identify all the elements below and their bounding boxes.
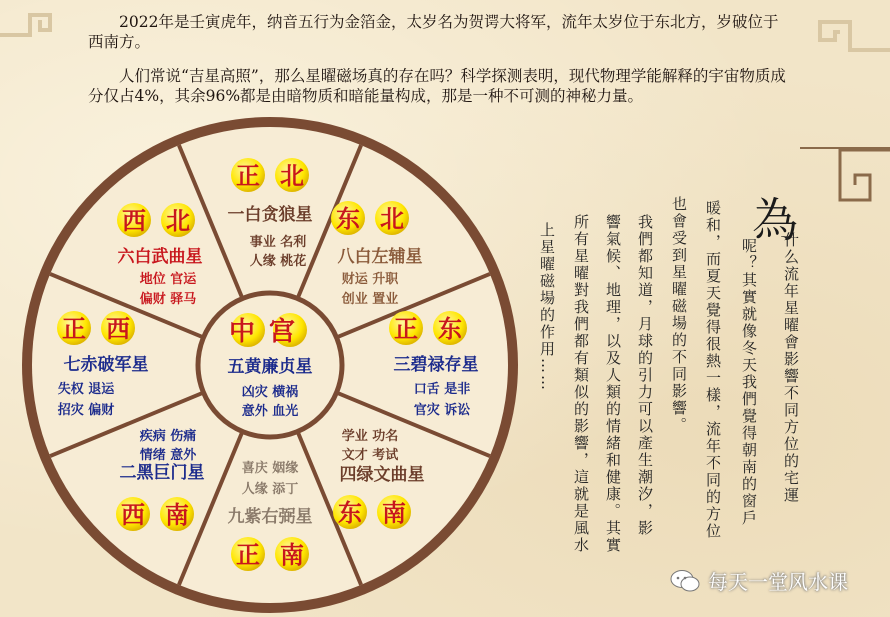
intro-paragraph-2: 人们常说“吉星高照”，那么星曜磁场真的存在吗？科学探测表明，现代物理学能解释的宇宙物质成分仅占4%，其余96%都是由暗物质和暗能量构成，那是一种不可测的神秘力量。	[88, 67, 786, 105]
sector-line2: 招灾 偏财	[57, 403, 115, 418]
vertical-text-column: 所有星曜對我們都有類似的影響，這就是風水	[572, 214, 590, 554]
sector-line1: 地位 官运	[139, 272, 197, 287]
sector-star-name: 八白左辅星	[337, 247, 423, 267]
direction-char: 东	[438, 315, 462, 343]
sector-line1: 失权 退运	[57, 382, 115, 397]
center-line-2: 意外 血光	[241, 404, 299, 419]
watermark	[670, 566, 848, 595]
sector-line2: 官灾 诉讼	[413, 403, 471, 418]
sector-line2: 人缘 桃花	[249, 254, 307, 269]
direction-char: 西	[122, 207, 146, 235]
sector-line2: 偏财 驿马	[139, 292, 197, 307]
sector-star-name: 四绿文曲星	[339, 465, 425, 485]
vertical-text-column: 上星曜磁場的作用……	[538, 222, 556, 392]
direction-char: 南	[280, 541, 304, 569]
sector-star-name: 一白贪狼星	[227, 205, 313, 225]
sector-line1: 学业 功名	[341, 429, 399, 444]
vertical-text-column: 暖和，而夏天覺得很熱一樣，流年不同的方位	[704, 200, 722, 540]
sector-line2: 人缘 添丁	[241, 482, 299, 497]
sector-line2: 文才 考试	[341, 448, 399, 463]
direction-char: 南	[165, 501, 189, 529]
direction-char: 北	[380, 205, 404, 233]
vertical-text-column: 呢？其實就像冬天我們覺得朝南的窗戶	[740, 238, 758, 527]
direction-char: 南	[382, 499, 406, 527]
direction-char: 正	[62, 315, 86, 343]
center-line-1: 凶灾 横祸	[241, 385, 299, 400]
sector-star-name: 二黑巨门星	[119, 463, 205, 483]
sector-line1: 喜庆 姻缘	[241, 461, 299, 476]
sector-star-name: 三碧禄存星	[393, 355, 479, 375]
direction-char: 北	[166, 207, 190, 235]
direction-char: 东	[336, 205, 360, 233]
watermark-text: 每天一堂风水课	[708, 570, 848, 594]
sector-star-name: 九紫右弼星	[227, 507, 313, 527]
vertical-text-column: 什么流年星曜會影響不同方位的宅運	[782, 232, 800, 504]
sector-star-name: 七赤破军星	[63, 355, 149, 375]
fret-ornament-top-right	[780, 10, 890, 70]
vertical-text-column: 也會受到星曜磁場的不同影響。	[670, 196, 688, 434]
direction-char: 正	[236, 541, 260, 569]
direction-char: 西	[106, 315, 130, 343]
direction-char: 北	[280, 162, 304, 190]
sector-line2: 创业 置业	[341, 292, 399, 307]
intro-paragraph-1: 2022年是壬寅虎年，纳音五行为金箔金，太岁名为贺谔大将军，流年太岁位于东北方，岁破位于西南方。	[88, 13, 779, 51]
vertical-text-column: 響氣候、地理，以及人類的情緒和健康。其實	[604, 214, 622, 554]
sector-line1: 口舌 是非	[413, 382, 471, 397]
sector-line1: 事业 名利	[249, 235, 307, 250]
sector-star-name: 六白武曲星	[117, 247, 203, 267]
vertical-text-column: 我們都知道，月球的引力可以產生潮汐，影	[636, 214, 654, 537]
sector-line1: 疾病 伤痛	[139, 429, 197, 444]
center-title: 中宫	[228, 317, 310, 347]
direction-char: 正	[394, 315, 418, 343]
title-big-char: 為	[752, 193, 798, 247]
center-star: 五黄廉贞星	[227, 357, 313, 377]
direction-char: 正	[236, 162, 260, 190]
wechat-icon	[670, 569, 700, 593]
sector-line2: 情绪 意外	[139, 448, 197, 463]
sector-line1: 财运 升职	[341, 272, 399, 287]
fret-ornament-right	[800, 140, 890, 220]
direction-char: 西	[121, 501, 145, 529]
direction-char: 东	[338, 499, 362, 527]
